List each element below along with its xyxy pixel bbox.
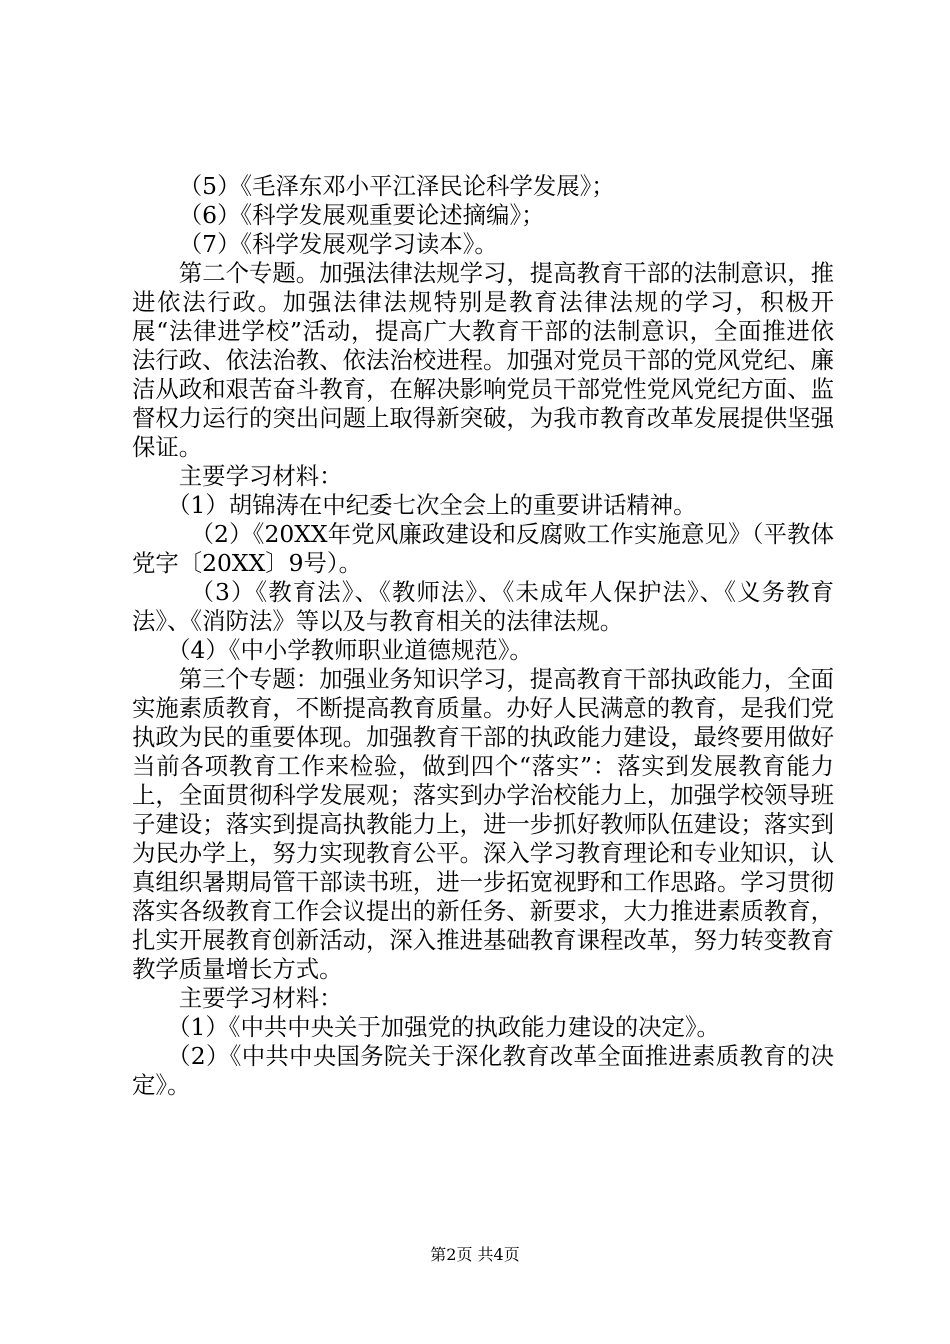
list-item: （2）《中共中央国务院关于深化教育改革全面推进素质教育的决定》。	[132, 1042, 834, 1099]
list-item: （1）胡锦涛在中纪委七次全会上的重要讲话精神。	[167, 491, 697, 519]
page-number: 第2页 共4页	[430, 1245, 520, 1264]
list-item: （6）《科学发展观重要论述摘编》；	[178, 201, 545, 229]
section-label: 主要学习材料：	[178, 462, 343, 490]
body-paragraph: 第三个专题：加强业务知识学习，提高教育干部执政能力，全面实施素质教育，不断提高教育质量。办好人民满意的教育，是我们党执政为民的重要体现。加强教育干部的执政能力建设，最终要用做好当前各项教育工作来检验，做到四个“落实”：落实到发展教育能力上，全面贯彻科学发展观；落实到办学治校能力上，加强学校领导班子建设；落实到提高执教能力上，进一步抓好教师队伍建设；落实到为民办学上，努力实现教育公平。深入学习教育理论和专业知识，认真组织暑期局管干部读书班，进一步拓宽视野和工作思路。学习贯彻落实各级教育工作会议提出的新任务、新要求，大力推进素质教育，扎实开展教育创新活动，深入推进基础教育课程改革，努力转变教育教学质量增长方式。	[132, 665, 834, 983]
list-item: （4）《中小学教师职业道德规范》。	[167, 636, 533, 664]
list-item: （3）《教育法》、《教师法》、《未成年人保护法》、《义务教育法》、《消防法》等以及与教育相关的法律法规。	[132, 578, 834, 635]
list-item: （5）《毛泽东邓小平江泽民论科学发展》；	[178, 172, 615, 200]
body-paragraph: 第二个专题。加强法律法规学习，提高教育干部的法制意识，推进依法行政。加强法律法规特别是教育法律法规的学习，积极开展“法律进学校”活动，提高广大教育干部的法制意识，全面推进依法行政、依法治教、依法治校进程。加强对党员干部的党风党纪、廉洁从政和艰苦奋斗教育，在解决影响党员干部党性党风党纪方面、监督权力运行的突出问题上取得新突破，为我市教育改革发展提供坚强保证。	[132, 259, 834, 461]
list-item: （1）《中共中央关于加强党的执政能力建设的决定》。	[167, 1013, 720, 1041]
list-item: （2）《20XX年党风廉政建设和反腐败工作实施意见》（平教体党字〔20XX〕9号）。	[132, 520, 834, 577]
section-label: 主要学习材料：	[178, 984, 343, 1012]
document-body	[132, 172, 834, 1100]
list-item: （7）《科学发展观学习读本》。	[178, 230, 498, 258]
